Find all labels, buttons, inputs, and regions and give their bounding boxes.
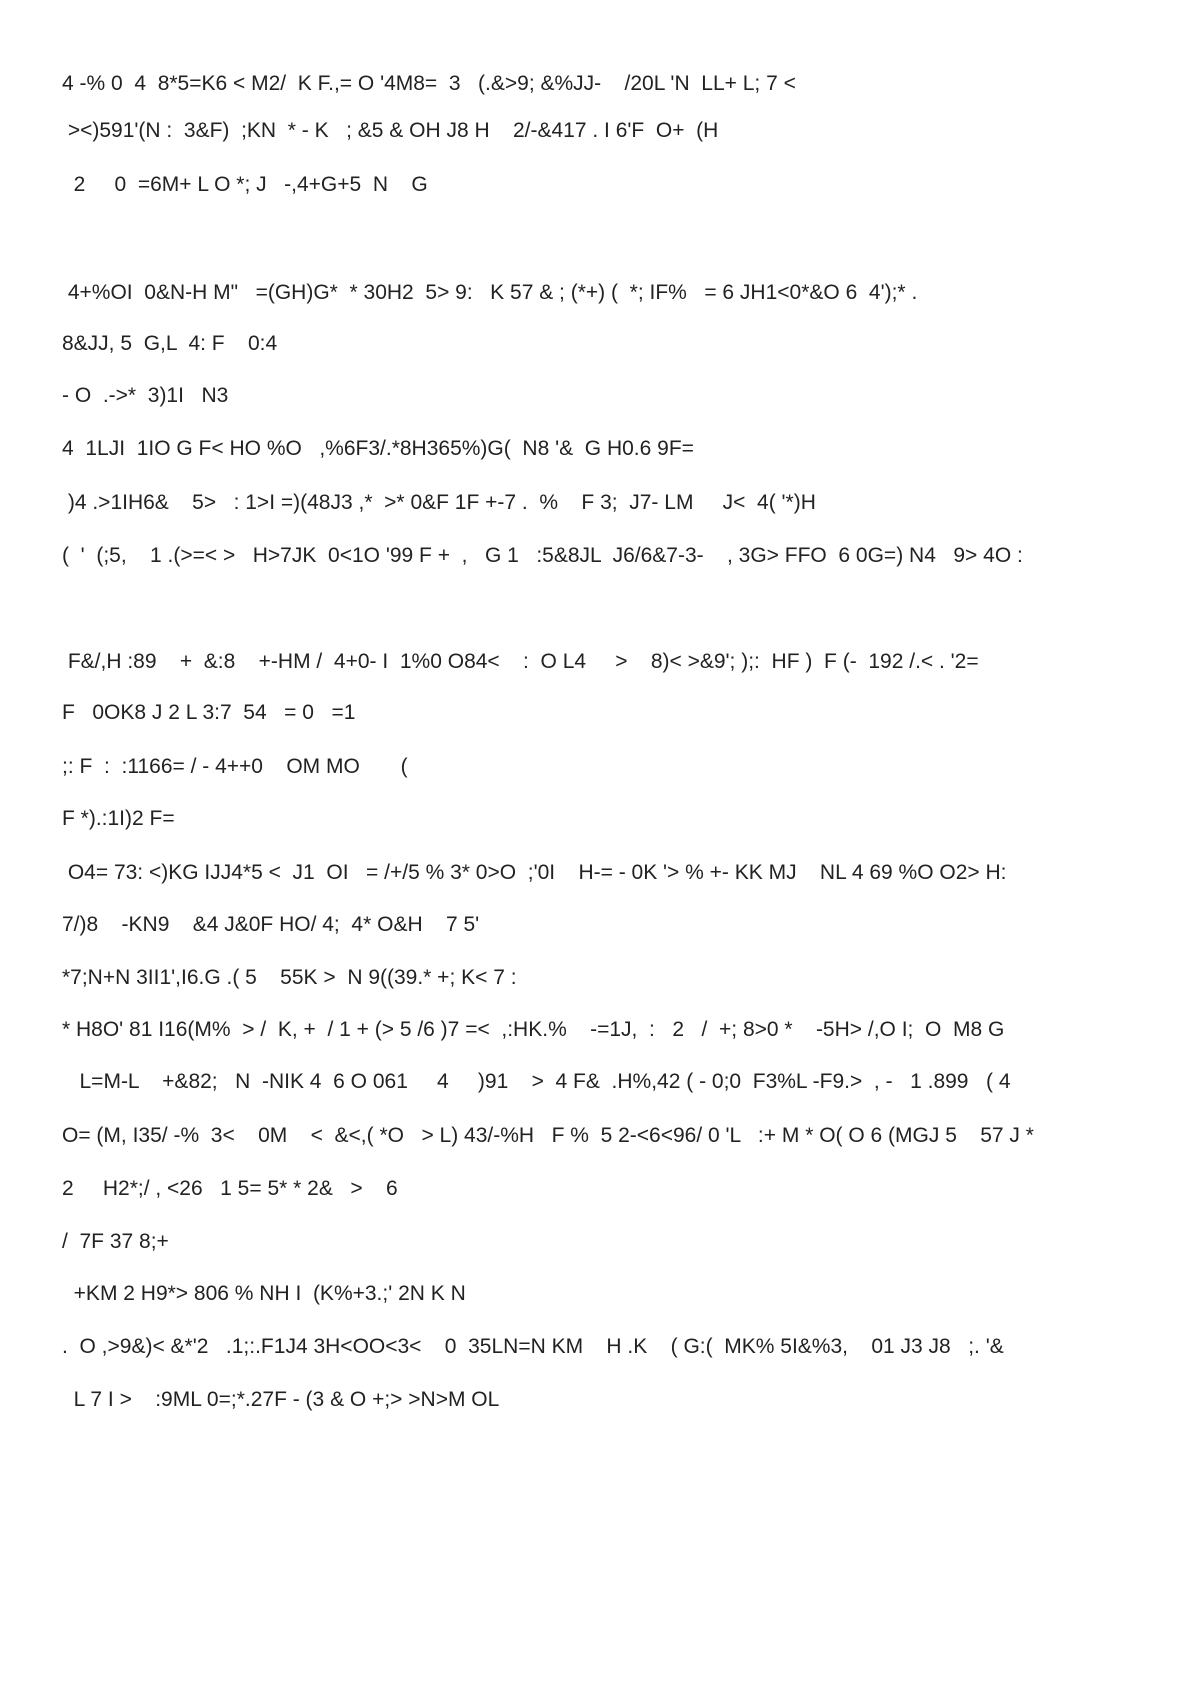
text-line: / 7F 37 8;+	[62, 1230, 169, 1253]
text-line: 4 -% 0 4 8*5=K6 < M2/ K F.,= O '4M8= 3 (.&>9; &%JJ- /20L 'N LL+ L; 7 <	[62, 72, 796, 95]
text-line: *7;N+N 3II1',I6.G .( 5 55K > N 9((39.* +; K< 7 :	[62, 966, 517, 989]
text-line: )4 .>1IH6& 5> : 1>I =)(48J3 ,* >* 0&F 1F +-7 . % F 3; J7- LM J< 4( '*)H	[62, 491, 816, 514]
text-line: F *).:1I)2 F=	[62, 807, 175, 830]
text-line: 4+%OI 0&N-H M" =(GH)G* * 30H2 5> 9: K 57 & ; (*+) ( *; IF% = 6 JH1<0*&O 6 4');* .	[62, 281, 918, 304]
text-line: F&/,H :89 + &:8 +-HM / 4+0- I 1%0 O84< : O L4 > 8)< >&9'; );: HF ) F (- 192 /.< . '2=	[62, 650, 979, 673]
text-line: O4= 73: <)KG IJJ4*5 < J1 OI = /+/5 % 3* 0>O ;'0I H-= - 0K '> % +- KK MJ NL 4 69 %O O2> H:	[62, 861, 1007, 884]
text-line: O= (M, I35/ -% 3< 0M < &<,( *O > L) 43/-%H F % 5 2-<6<96/ 0 'L :+ M * O( O 6 (MGJ 5 57 J *	[62, 1124, 1034, 1147]
text-line: . O ,>9&)< &*'2 .1;:.F1J4 3H<OO<3< 0 35LN=N KM H .K ( G:( MK% 5I&%3, 01 J3 J8 ;. '&	[62, 1335, 1004, 1358]
text-line: L 7 I > :9ML 0=;*.27F - (3 & O +;> >N>M OL	[62, 1388, 500, 1411]
text-line: 2 0 =6M+ L O *; J -,4+G+5 N G	[62, 173, 428, 196]
text-line: L=M-L +&82; N -NIK 4 6 O 061 4 )91 > 4 F& .H%,42 ( - 0;0 F3%L -F9.> , - 1 .899 ( 4	[62, 1070, 1011, 1093]
text-line: +KM 2 H9*> 806 % NH I (K%+3.;' 2N K N	[62, 1282, 466, 1305]
text-line: ><)591'(N : 3&F) ;KN * - K ; &5 & OH J8 H 2/-&417 . I 6'F O+ (H	[62, 119, 719, 142]
text-line: 2 H2*;/ , <26 1 5= 5* * 2& > 6	[62, 1177, 398, 1200]
text-line: * H8O' 81 I16(M% > / K, + / 1 + (> 5 /6 )7 =< ,:HK.% -=1J, : 2 / +; 8>0 * -5H> /,O I; O M8 G	[62, 1018, 1005, 1041]
text-line: 7/)8 -KN9 &4 J&0F HO/ 4; 4* O&H 7 5'	[62, 913, 480, 936]
text-line: ( ' (;5, 1 .(>=< > H>7JK 0<1O '99 F + , G 1 :5&8JL J6/6&7-3- , 3G> FFO 6 0G=) N4 9> 4O :	[62, 544, 1023, 567]
text-line: 8&JJ, 5 G,L 4: F 0:4	[62, 332, 278, 355]
text-line: 4 1LJI 1IO G F< HO %O ,%6F3/.*8H365%)G( N8 '& G H0.6 9F=	[62, 437, 694, 460]
text-line: ;: F : :1166= / - 4++0 OM MO (	[62, 755, 408, 778]
text-line: - O .->* 3)1I N3	[62, 384, 229, 407]
text-line: F 0OK8 J 2 L 3:7 54 = 0 =1	[62, 701, 356, 724]
